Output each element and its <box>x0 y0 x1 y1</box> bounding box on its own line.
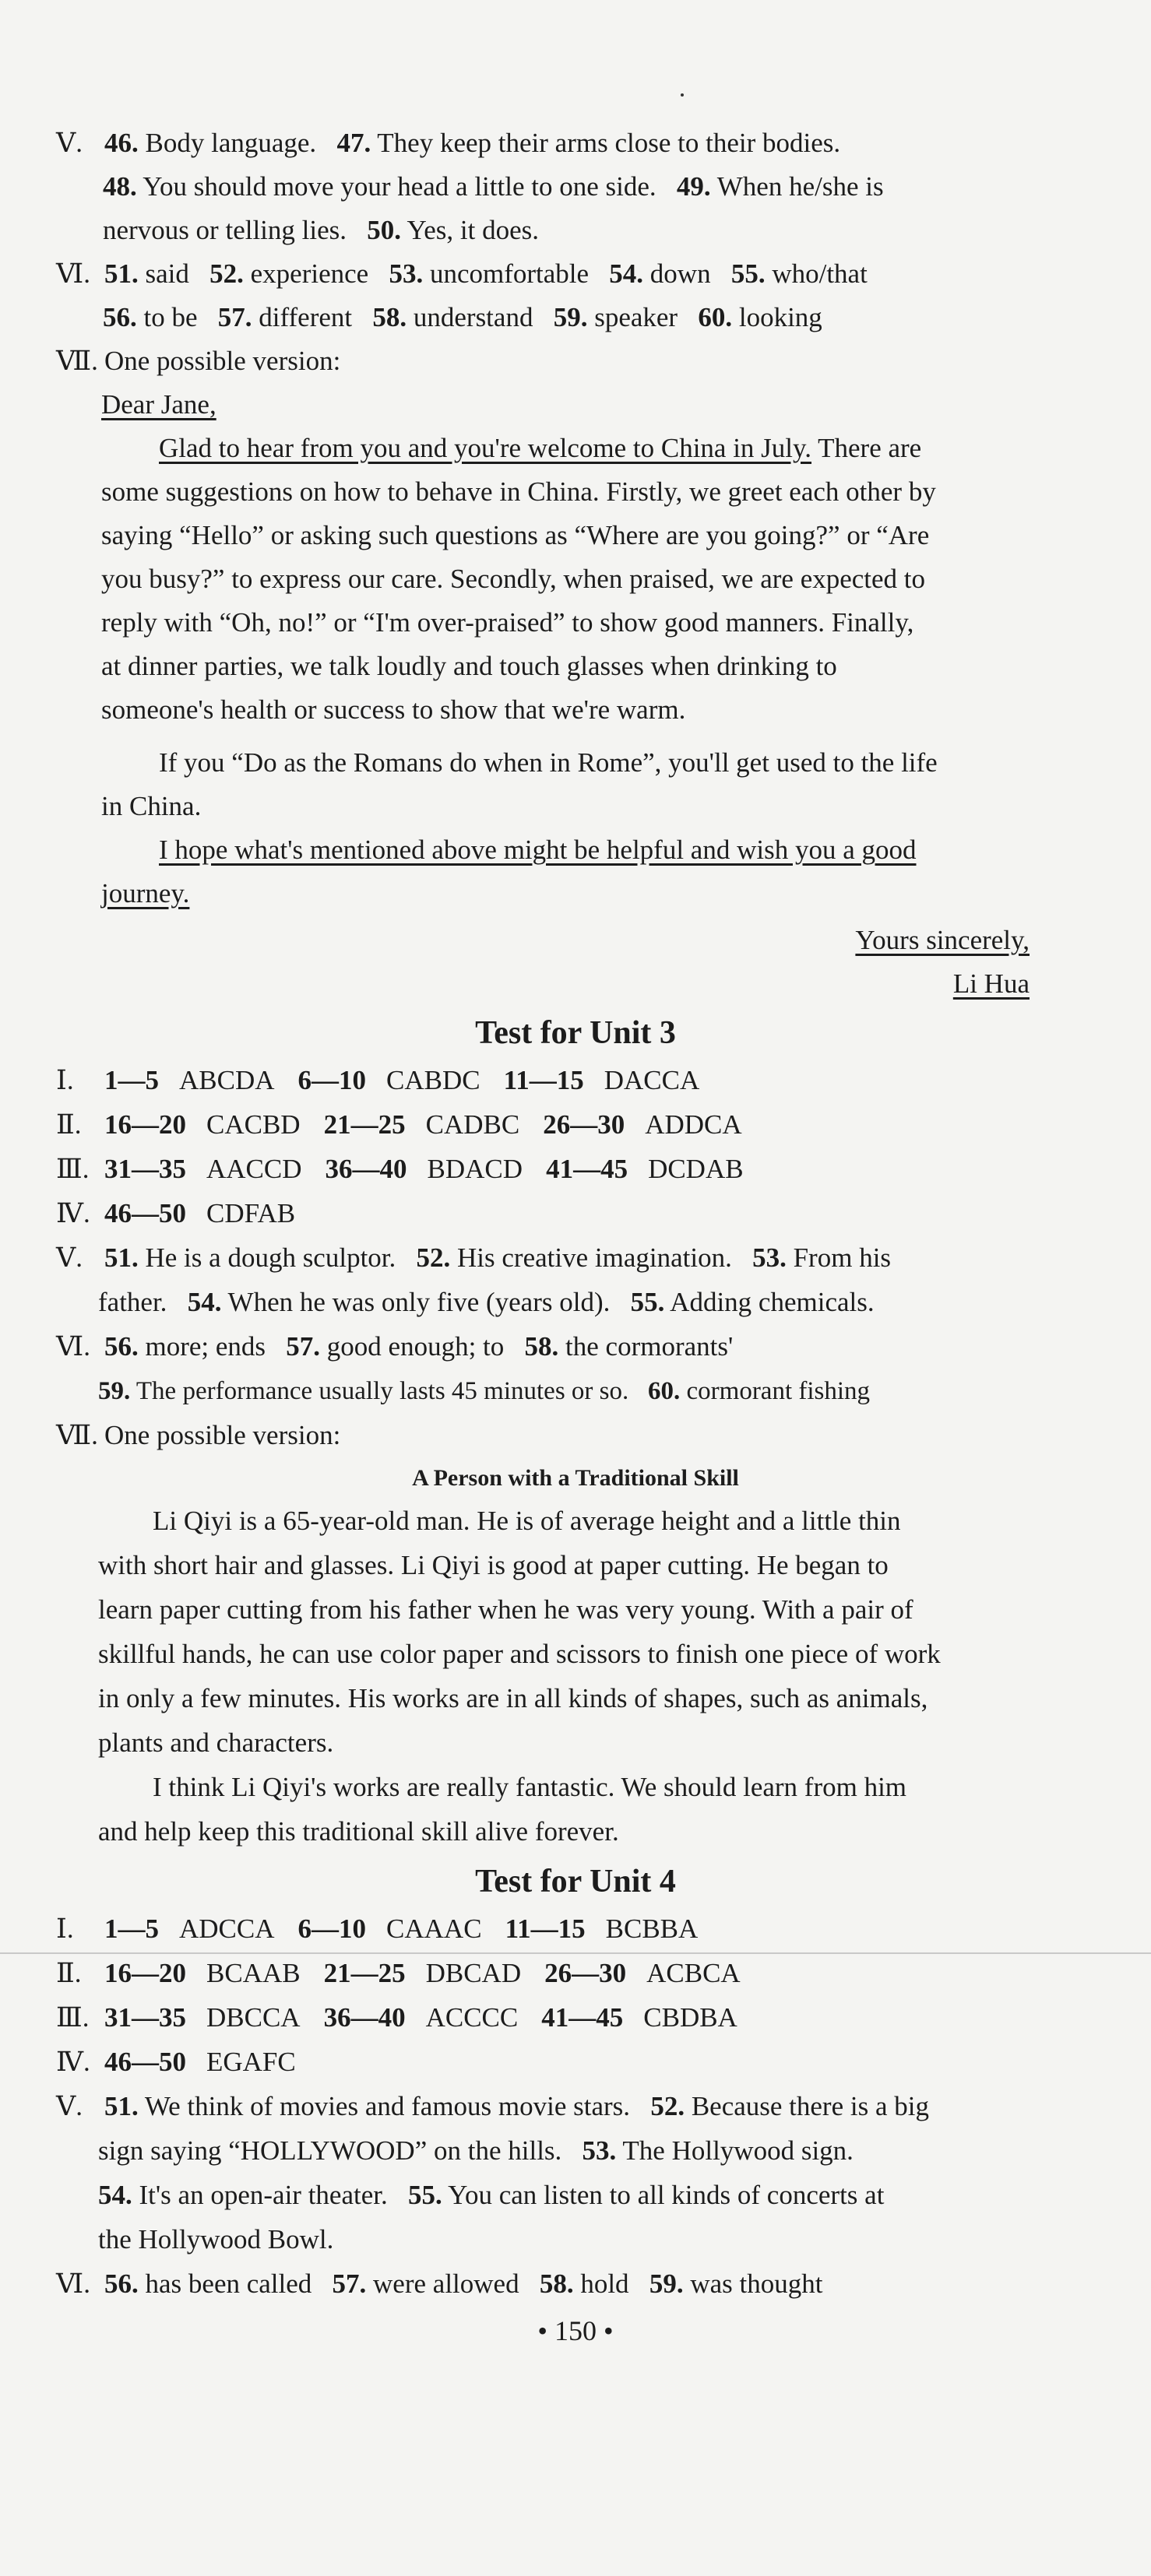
answer-letters: CACBD <box>206 1109 301 1140</box>
question-range: 46—50 <box>104 1198 186 1228</box>
question-number: 55. <box>630 1287 665 1317</box>
answer-text: uncomfortable <box>423 258 610 289</box>
roman-numeral: Ⅶ. <box>56 1420 98 1450</box>
version-label: One possible version: <box>104 1420 341 1450</box>
question-number: 48. <box>103 171 137 202</box>
question-number: 60. <box>648 1377 681 1405</box>
answer-letters: DBCAD <box>425 1958 522 1988</box>
unit4-row-4 <box>56 2045 319 2079</box>
unit4-row-1 <box>56 1912 721 1946</box>
question-number: 51. <box>104 258 139 289</box>
section-v-line-3 <box>103 213 539 248</box>
question-number: 57. <box>286 1331 321 1362</box>
answer-segments <box>98 1287 875 1317</box>
question-range: 21—25 <box>323 1958 406 1988</box>
answer-text: good enough; to <box>320 1331 525 1362</box>
question-range: 46—50 <box>104 2047 186 2077</box>
answer-letters: CABDC <box>386 1065 480 1095</box>
letter-signoff: Yours sincerely, <box>855 925 1030 955</box>
unit3-vi-line-2 <box>98 1374 870 1408</box>
answer-letters: DACCA <box>604 1065 700 1095</box>
choice-answers <box>104 1198 319 1228</box>
roman-numeral: Ⅱ. <box>56 1958 82 1988</box>
choice-answers <box>104 1109 766 1140</box>
question-number: 46. <box>104 128 139 158</box>
question-range: 11—15 <box>505 1914 586 1944</box>
unit4-title: Test for Unit 4 <box>475 1864 676 1899</box>
answer-text: was thought <box>683 2268 823 2299</box>
question-number: 57. <box>332 2268 367 2299</box>
question-range: 16—20 <box>104 1109 186 1140</box>
answer-letters: BCAAB <box>206 1958 301 1988</box>
letter-p1-line: you busy?” to express our care. Secondly, when praised, we are expected to <box>101 564 926 594</box>
letter-p2-line: in China. <box>101 791 202 821</box>
question-number: 53. <box>752 1242 787 1273</box>
answer-text: who/that <box>765 258 868 289</box>
essay-p1-line: skillful hands, he can use color paper and scissors to finish one piece of work <box>98 1639 941 1669</box>
question-range: 1—5 <box>104 1065 159 1095</box>
unit3-row-3 <box>56 1152 767 1186</box>
letter-p1-line: reply with “Oh, no!” or “I'm over-praised” to show good manners. Finally, <box>101 607 914 638</box>
answer-text: You should move your head a little to one side. <box>136 171 677 202</box>
question-number: 54. <box>98 2180 132 2210</box>
opening-rest: There are <box>811 433 922 463</box>
answer-letters: CAAAC <box>386 1914 482 1944</box>
choice-answers <box>104 1958 764 1988</box>
answer-letters: ACCCC <box>425 2002 519 2033</box>
letter-p1-line: at dinner parties, we talk loudly and touch glasses when drinking to <box>101 651 837 681</box>
speck-mark <box>681 93 684 97</box>
question-number: 59. <box>98 1377 131 1405</box>
roman-numeral: Ⅵ. <box>56 1331 90 1362</box>
question-number: 55. <box>730 258 766 289</box>
roman-numeral: Ⅴ. <box>56 128 83 158</box>
question-number: 51. <box>104 1242 139 1273</box>
question-range: 31—35 <box>104 2002 186 2033</box>
question-number: 56. <box>104 2268 139 2299</box>
answer-letters: AACCD <box>206 1154 302 1184</box>
question-number: 51. <box>104 2091 139 2121</box>
letter-closing-line: journey. <box>101 878 190 908</box>
roman-numeral: Ⅳ. <box>56 2047 90 2077</box>
answer-text: has been called <box>138 2268 333 2299</box>
unit3-row-2 <box>56 1108 766 1142</box>
letter-opening-line <box>159 431 921 466</box>
section-v-line-2 <box>103 170 884 204</box>
question-number: 47. <box>336 128 371 158</box>
question-number: 54. <box>187 1287 222 1317</box>
roman-numeral: Ⅶ. <box>56 346 98 376</box>
essay-p1-line: plants and characters. <box>98 1727 334 1758</box>
section-vii-heading <box>56 344 340 378</box>
essay-p2-line: I think Li Qiyi's works are really fantastic. We should learn from him <box>153 1772 907 1802</box>
unit3-v-line-2 <box>98 1285 875 1320</box>
answer-text: the Hollywood Bowl. <box>98 2224 334 2254</box>
answer-text: From his <box>786 1242 892 1273</box>
letter-p1-line: some suggestions on how to behave in China. Firstly, we greet each other by <box>101 476 936 507</box>
answer-text: We think of movies and famous movie stars. <box>138 2091 651 2121</box>
answer-text: It's an open-air theater. <box>132 2180 408 2210</box>
answer-text: experience <box>243 258 389 289</box>
question-range: 1—5 <box>104 1914 159 1944</box>
roman-numeral: Ⅲ. <box>56 2002 90 2033</box>
question-range: 36—40 <box>323 2002 406 2033</box>
roman-numeral: Ⅴ. <box>56 1242 83 1273</box>
answer-segments <box>103 215 539 245</box>
question-range: 16—20 <box>104 1958 186 1988</box>
question-range: 21—25 <box>323 1109 406 1140</box>
answer-letters: ADCCA <box>179 1914 275 1944</box>
letter-closing-line: I hope what's mentioned above might be helpful and wish you a good <box>159 835 917 865</box>
section-vi-line-1 <box>56 257 868 291</box>
unit3-v-line-1 <box>56 1241 891 1275</box>
unit4-row-2 <box>56 1956 764 1991</box>
answer-segments <box>103 302 822 332</box>
choice-answers <box>104 1065 723 1095</box>
unit3-vi-line-1 <box>56 1330 733 1364</box>
answer-letters: ADDCA <box>645 1109 742 1140</box>
question-number: 59. <box>649 2268 684 2299</box>
answer-letters: ABCDA <box>179 1065 275 1095</box>
answer-segments <box>104 2268 822 2299</box>
section-v-line-1 <box>56 126 840 160</box>
question-range: 41—45 <box>541 2002 624 2033</box>
answer-letters: BCBBA <box>605 1914 699 1944</box>
underlined-opening: Glad to hear from you and you're welcome to China in July. <box>159 433 812 463</box>
essay-title: A Person with a Traditional Skill <box>412 1465 739 1491</box>
essay-p2-line: and help keep this traditional skill alive forever. <box>98 1816 619 1847</box>
question-number: 56. <box>104 1331 139 1362</box>
answer-text: cormorant fishing <box>680 1377 871 1405</box>
roman-numeral: Ⅱ. <box>56 1109 82 1140</box>
answer-text: the cormorants' <box>558 1331 734 1362</box>
answer-text: said <box>138 258 210 289</box>
question-number: 59. <box>553 302 588 332</box>
unit4-v-line-2 <box>98 2134 854 2168</box>
question-number: 58. <box>372 302 407 332</box>
question-number: 55. <box>407 2180 442 2210</box>
choice-answers <box>104 2047 319 2077</box>
answer-letters: CADBC <box>425 1109 520 1140</box>
unit3-vii-heading <box>56 1418 340 1453</box>
letter-p2-line: If you “Do as the Romans do when in Rome”, you'll get used to the life <box>159 747 938 778</box>
letter-greeting: Dear Jane, <box>101 389 216 420</box>
answer-segments <box>104 2091 929 2121</box>
scan-divider-line <box>0 1952 1151 1954</box>
question-number: 56. <box>103 302 137 332</box>
answer-text: Body language. <box>138 128 337 158</box>
answer-text: Yes, it does. <box>401 215 539 245</box>
question-range: 26—30 <box>544 1958 627 1988</box>
question-number: 53. <box>582 2135 617 2166</box>
answer-text: father. <box>98 1287 188 1317</box>
answer-letters: ACBCA <box>646 1958 741 1988</box>
essay-p1-line: in only a few minutes. His works are in all kinds of shapes, such as animals, <box>98 1683 928 1713</box>
choice-answers <box>104 2002 761 2033</box>
page-number: • 150 • <box>537 2315 614 2346</box>
answer-text: looking <box>732 302 822 332</box>
answer-text: nervous or telling lies. <box>103 215 368 245</box>
answer-segments <box>103 171 884 202</box>
answer-text: Because there is a big <box>685 2091 929 2121</box>
answer-segments <box>104 258 868 289</box>
roman-numeral: Ⅳ. <box>56 1198 90 1228</box>
unit4-v-line-3 <box>98 2178 884 2212</box>
roman-numeral: Ⅴ. <box>56 2091 83 2121</box>
question-number: 49. <box>676 171 711 202</box>
answer-segments <box>98 1377 870 1405</box>
answer-text: more; ends <box>138 1331 287 1362</box>
question-range: 6—10 <box>297 1065 367 1095</box>
answer-segments <box>98 2180 884 2210</box>
question-number: 52. <box>416 1242 451 1273</box>
question-number: 57. <box>217 302 252 332</box>
answer-text: The performance usually lasts 45 minutes or so. <box>130 1377 649 1405</box>
version-label: One possible version: <box>104 346 341 376</box>
answer-text: hold <box>573 2268 649 2299</box>
answer-segments <box>104 1331 733 1362</box>
answer-text: Adding chemicals. <box>664 1287 875 1317</box>
letter-p1-line: saying “Hello” or asking such questions as “Where are you going?” or “Are <box>101 520 930 550</box>
answer-letters: CDFAB <box>206 1198 296 1228</box>
question-range: 26—30 <box>543 1109 625 1140</box>
answer-letters: CBDBA <box>643 2002 737 2033</box>
answer-letters: DBCCA <box>206 2002 301 2033</box>
question-range: 31—35 <box>104 1154 186 1184</box>
answer-segments <box>104 1242 891 1273</box>
answer-segments <box>104 128 840 158</box>
question-number: 58. <box>539 2268 574 2299</box>
answer-text: His creative imagination. <box>450 1242 753 1273</box>
answer-text: different <box>252 302 373 332</box>
answer-text: You can listen to all kinds of concerts at <box>442 2180 885 2210</box>
roman-numeral: Ⅵ. <box>56 258 90 289</box>
unit3-row-4 <box>56 1197 319 1231</box>
section-vi-line-2 <box>103 300 822 335</box>
answer-text: down <box>643 258 731 289</box>
question-range: 41—45 <box>546 1154 628 1184</box>
answer-text: understand <box>407 302 554 332</box>
answer-text: speaker <box>587 302 699 332</box>
essay-p1-line: with short hair and glasses. Li Qiyi is good at paper cutting. He began to <box>98 1550 889 1580</box>
answer-text: The Hollywood sign. <box>616 2135 854 2166</box>
question-number: 60. <box>698 302 733 332</box>
letter-p1-line: someone's health or success to show that we're warm. <box>101 694 686 725</box>
answer-segments <box>98 2135 854 2166</box>
question-number: 58. <box>524 1331 559 1362</box>
answer-letters: BDACD <box>427 1154 523 1184</box>
unit4-vi-line-1 <box>56 2267 822 2301</box>
answer-text: He is a dough sculptor. <box>138 1242 417 1273</box>
roman-numeral: Ⅰ. <box>56 1914 74 1944</box>
answer-text: sign saying “HOLLYWOOD” on the hills. <box>98 2135 583 2166</box>
answer-letters: EGAFC <box>206 2047 296 2077</box>
answer-text: to be <box>136 302 218 332</box>
choice-answers <box>104 1154 767 1184</box>
essay-p1-line: learn paper cutting from his father when he was very young. With a pair of <box>98 1594 913 1625</box>
essay-p1-line: Li Qiyi is a 65-year-old man. He is of average height and a little thin <box>153 1506 901 1536</box>
answer-text: were allowed <box>366 2268 540 2299</box>
unit4-v-line-1 <box>56 2089 929 2124</box>
roman-numeral: Ⅵ. <box>56 2268 90 2299</box>
answer-text: When he was only five (years old). <box>221 1287 631 1317</box>
answer-text: When he/she is <box>710 171 884 202</box>
unit3-title: Test for Unit 3 <box>475 1015 676 1051</box>
answer-text: They keep their arms close to their bodies. <box>371 128 841 158</box>
answer-segments <box>98 2224 333 2254</box>
question-range: 36—40 <box>325 1154 407 1184</box>
letter-signature: Li Hua <box>952 968 1030 999</box>
unit3-row-1 <box>56 1063 723 1098</box>
choice-answers <box>104 1914 721 1944</box>
unit4-v-line-4 <box>98 2223 333 2257</box>
question-number: 50. <box>367 215 402 245</box>
answer-letters: DCDAB <box>648 1154 744 1184</box>
question-number: 54. <box>609 258 644 289</box>
roman-numeral: Ⅲ. <box>56 1154 90 1184</box>
question-range: 6—10 <box>297 1914 367 1944</box>
unit4-row-3 <box>56 2001 761 2035</box>
question-number: 52. <box>209 258 244 289</box>
question-range: 11—15 <box>503 1065 584 1095</box>
question-number: 53. <box>389 258 424 289</box>
question-number: 52. <box>650 2091 685 2121</box>
roman-numeral: Ⅰ. <box>56 1065 74 1095</box>
